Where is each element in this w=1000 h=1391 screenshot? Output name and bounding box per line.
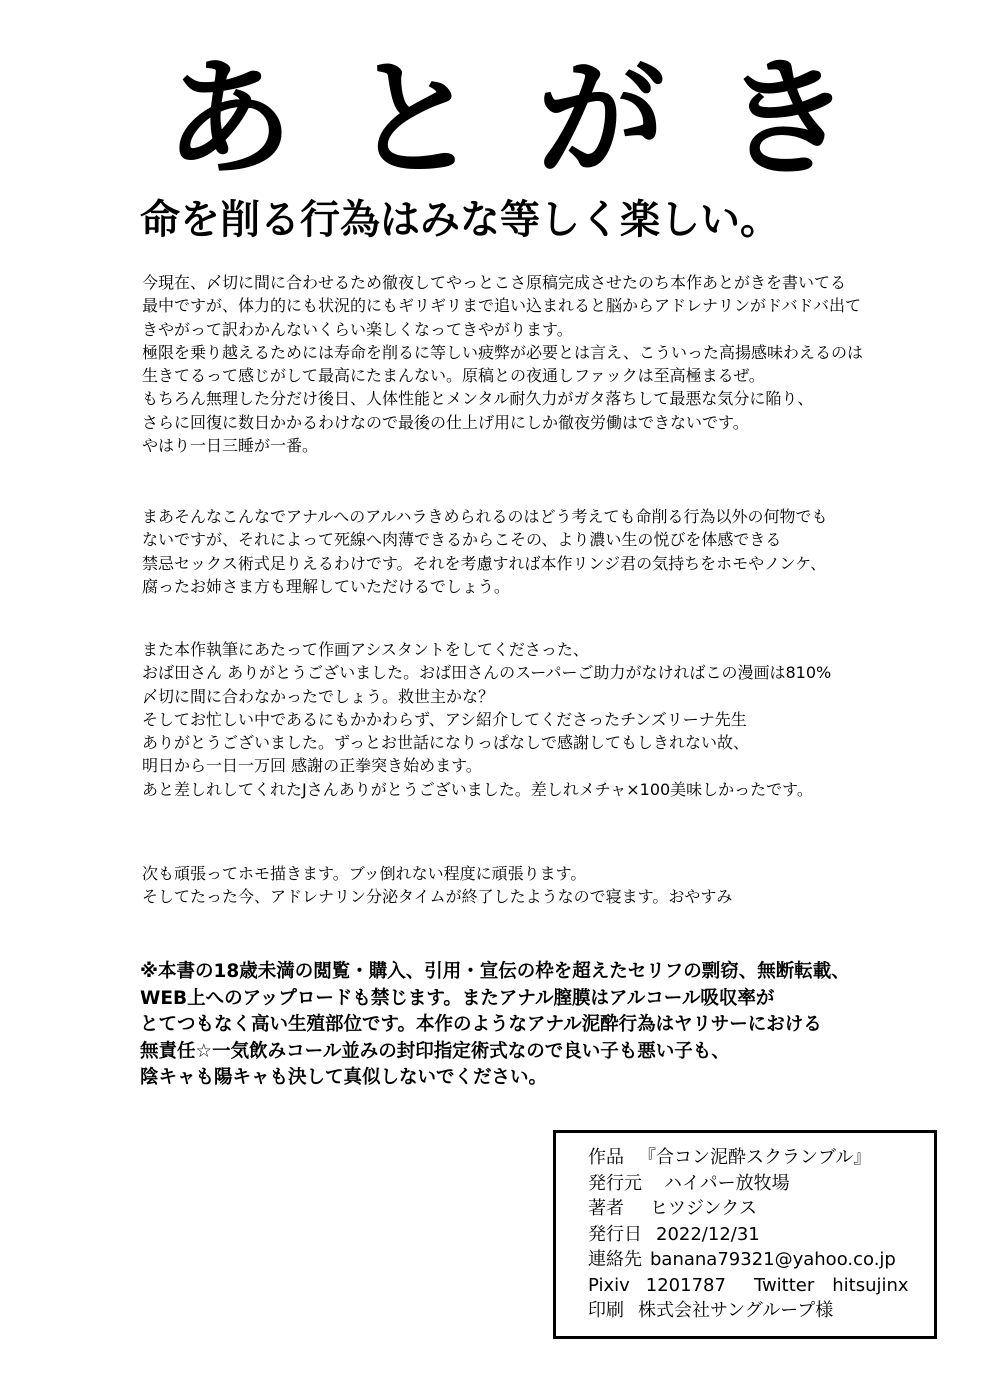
colophon-label: Twitter [753, 1274, 815, 1296]
colophon-value: hitsujinx [832, 1274, 909, 1296]
notice-line: WEB上へのアップロードも禁じます。またアナル膣膜はアルコール吸収率が [140, 987, 775, 1009]
text-line: また本作執筆にあたって作画アシスタントをしてくださった、 [142, 640, 589, 659]
text-line: やはり一日三睡が一番。 [142, 436, 319, 456]
text-line: さらに回復に数日かかるわけなので最後の仕上げ用にしか徹夜労働はできないです。 [142, 412, 749, 432]
colophon-value: 『合コン泥酔スクランブル』 [638, 1147, 872, 1168]
colophon-work [588, 1145, 934, 1171]
text-line: ないですが、それによって死線へ肉薄できるからこその、より濃い生の悦びを体感できる [142, 530, 782, 550]
text-line: そしてお忙しい中であるにもかかわらず、アシ紹介してくださったチンズリーナ先生 [142, 709, 747, 729]
text-line: そしてたった今、アドレナリン分泌タイムが終了したようなので寝ます。おやすみ [142, 887, 733, 907]
text-line: おば田さん ありがとうございました。おば田さんのスーパーご助力がなければこの漫画は810% [142, 663, 832, 683]
text-line: 最中ですが、体力的にも状況的にもギリギリまで追い込まれると脳からアドレナリンがドバドバ出て [142, 296, 862, 316]
text-line: 〆切に間に合わなかったでしょう。救世主かな？ [142, 686, 495, 706]
colophon-box [553, 1130, 937, 1339]
paragraph-4 [142, 862, 972, 909]
paragraph-2 [142, 505, 972, 598]
colophon-label: 発行元 [588, 1172, 642, 1194]
colophon-value: 株式会社サングループ様 [638, 1300, 834, 1321]
text-line: 明日から一日一万回 感謝の正拳突き始めます。 [142, 756, 482, 776]
colophon-label: 作品 [588, 1147, 624, 1168]
notice-line: とてつもなく高い生殖部位です。本作のようなアナル泥酔行為はヤリサーにおける [140, 1014, 822, 1035]
colophon-publisher [588, 1171, 934, 1197]
paragraph-1 [142, 271, 972, 457]
colophon-author [588, 1196, 934, 1222]
text-line: 今現在、〆切に間に合わせるため徹夜してやっとこさ原稿完成させたのち本作あとがきを書いてる [142, 273, 847, 292]
page-title: あとがき [165, 45, 910, 194]
paragraph-3 [142, 638, 972, 801]
text-line: 禁忌セックス術式足りえるわけです。それを考慮すれば本作リンジ君の気持ちをホモやノンケ、 [142, 553, 827, 573]
colophon-value: 1201787 [645, 1274, 726, 1296]
text-line: 極限を乗り越えるためには寿命を削るに等しい疲弊が必要とは言え、こういった高揚感味わえるのは [142, 342, 863, 362]
colophon-social [588, 1273, 934, 1299]
text-line: 生きてるって感じがして最高にたまんない。原稿との夜通しファックは至高極まるぜ。 [142, 366, 765, 386]
colophon-label: 印刷 [588, 1300, 624, 1321]
colophon-label: 連絡先 [588, 1249, 642, 1270]
colophon-contact [588, 1247, 934, 1273]
colophon-value: banana79321@yahoo.co.jp [650, 1249, 896, 1270]
subtitle: 命を削る行為はみな等しく楽しい。 [140, 197, 780, 243]
notice-line: 陰キャも陽キャも決して真似しないでください。 [140, 1067, 548, 1088]
text-line: もちろん無理した分だけ後日、人体性能とメンタル耐久力がガタ落ちして最悪な気分に陥り、 [142, 389, 814, 409]
text-line: きやがって訳わかんないくらい楽しくなってきやがります。 [142, 319, 573, 339]
colophon-label: Pixiv [588, 1274, 630, 1296]
notice-line: 無責任☆一気飲みコール並みの封印指定術式なので良い子も悪い子も、 [140, 1040, 730, 1062]
colophon-date [588, 1222, 934, 1248]
colophon-label: 発行日 [588, 1223, 642, 1245]
text-line: あと差しれしてくれたJさんありがとうございました。差しれメチャ×100美味しかったです。 [142, 779, 813, 799]
text-line: 次も頑張ってホモ描きます。ブッ倒れない程度に頑張ります。 [142, 864, 587, 883]
colophon-value: 2022/12/31 [656, 1223, 760, 1245]
colophon-value: ヒツジンクス [650, 1198, 758, 1219]
text-line: ありがとうございました。ずっとお世話になりっぱなしで感謝してもしきれない故、 [142, 733, 750, 753]
colophon-value: ハイパー放牧場 [664, 1172, 790, 1194]
notice-line: ※本書の18歳未満の閲覧・購入、引用・宣伝の枠を超えたセリフの剽窃、無断転載、 [140, 961, 850, 982]
colophon-label: 著者 [588, 1198, 624, 1219]
text-line: まあそんなこんなでアナルへのアルハラきめられるのはどう考えても命削る行為以外の何物でも [142, 507, 828, 526]
colophon-printer [588, 1298, 934, 1324]
text-line: 腐ったお姉さま方も理解していただけるでしょう。 [142, 576, 510, 596]
legal-notice [140, 959, 930, 1092]
